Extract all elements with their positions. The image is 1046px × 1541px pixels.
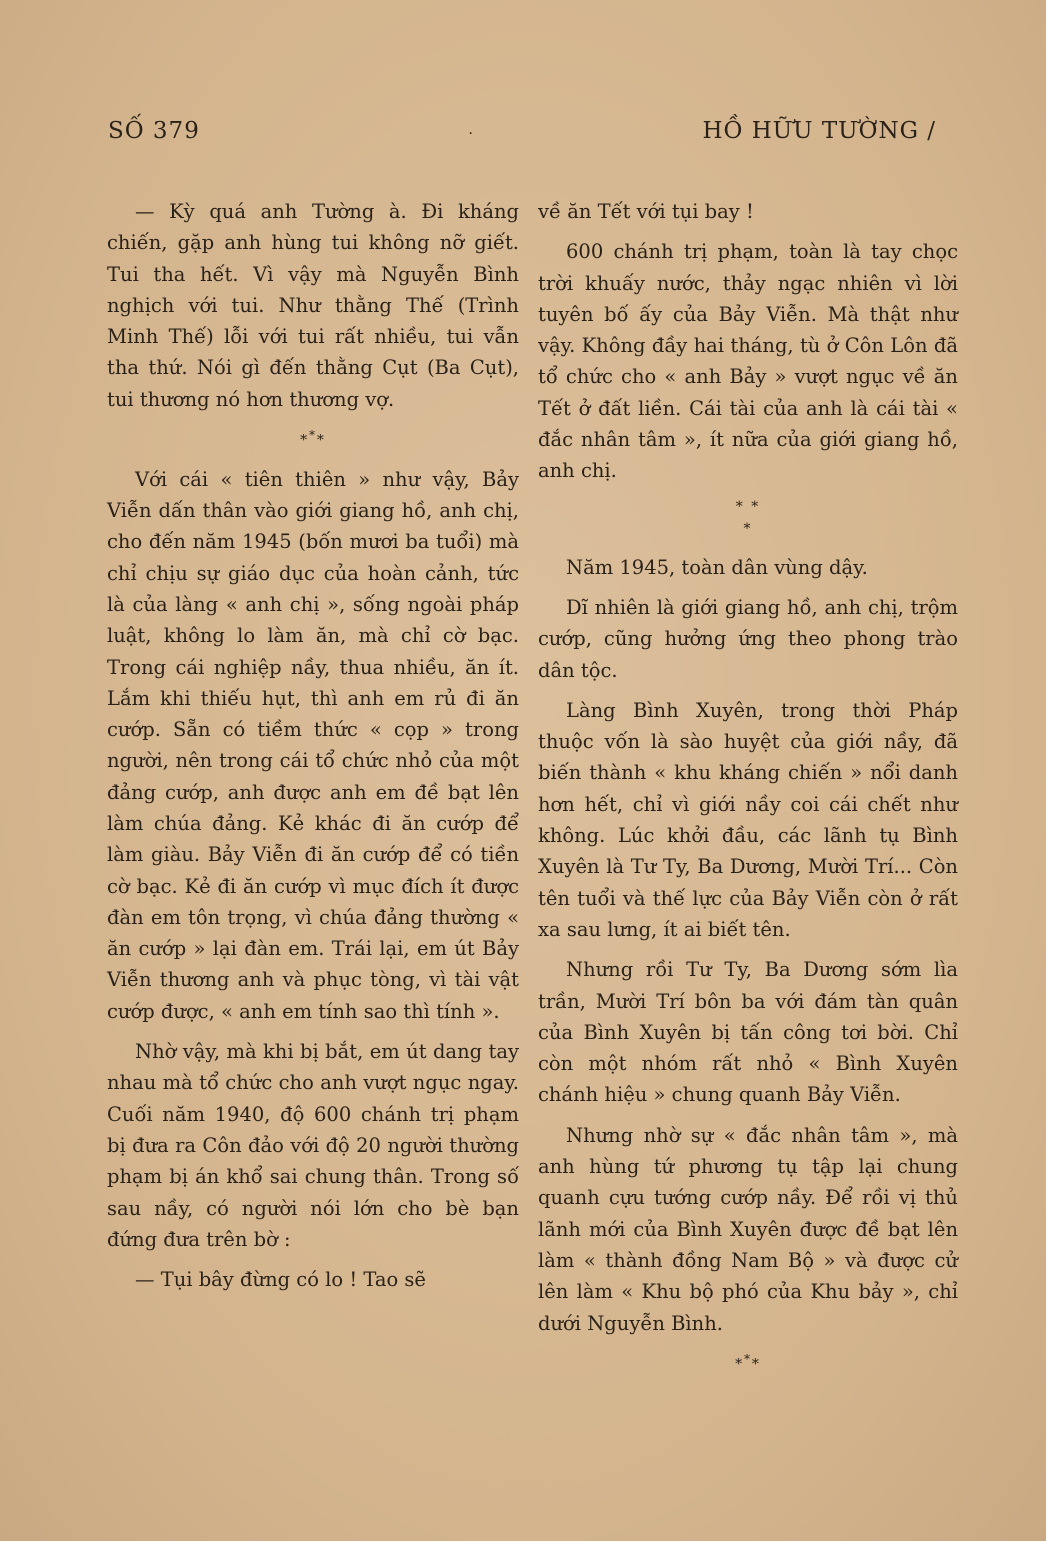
header-dot: ·: [468, 126, 474, 142]
section-separator: ***: [300, 428, 326, 449]
paragraph: Nhờ vậy, mà khi bị bắt, em út dang tay nhau mà tổ chức cho anh vượt ngục ngay. Cuối năm 1940, độ 600 chánh trị phạm bị đưa ra Côn đảo với độ 20 người thường phạm bị án khổ sai chung thân. Trong số sau nầy, có người nói lớn cho bè bạn đứng đưa trên bờ :: [107, 1040, 519, 1251]
paragraph: về ăn Tết với tụi bay !: [538, 200, 754, 223]
paragraph: Làng Bình Xuyên, trong thời Pháp thuộc vốn là sào huyệt của giới nầy, đã biến thành « khu kháng chiến » nổi danh hơn hết, chỉ vì giới nầy coi cái chết như không. Lúc khởi đầu, các lãnh tụ Bình Xuyên là Tư Ty, Ba Dương, Mười Trí... Còn tên tuổi và thế lực của Bảy Viễn còn ở rất xa sau lưng, ít ai biết tên.: [538, 698, 958, 941]
paragraph: Dĩ nhiên là giới giang hồ, anh chị, trộm cướp, cũng hưởng ứng theo phong trào dân tộc.: [538, 595, 958, 682]
paragraph: Năm 1945, toàn dân vùng dậy.: [566, 555, 868, 579]
paragraph: 600 chánh trị phạm, toàn là tay chọc trời khuấy nước, thảy ngạc nhiên vì lời tuyên bố ấy của Bảy Viễn. Mà thật như vậy. Không đầy hai tháng, tù ở Côn Lôn đã tổ chức cho « anh Bảy » vượt ngục về ăn Tết ở đất liền. Cái tài của anh là cái tài « đắc nhân tâm », ít nữa của giới giang hồ, anh chị.: [538, 240, 958, 483]
paragraph: — Kỳ quá anh Tường à. Đi kháng chiến, gặp anh hùng tui không nỡ giết. Tui tha hết. Vì vậy mà Nguyễn Bình nghịch với tui. Như thằng Thế (Trình Minh Thế) lỗi với tui rất nhiều, tui vẫn tha thứ. Nói gì đến thằng Cụt (Ba Cụt), tui thương nó hơn thương vợ.: [107, 200, 519, 411]
right-column: [538, 196, 958, 1387]
paragraph: Nhưng rồi Tư Ty, Ba Dương sớm lìa trần, Mười Trí bôn ba với đám tàn quân của Bình Xuyên bị tấn công tơi bời. Chỉ còn một nhóm rất nhỏ « Bình Xuyên chánh hiệu » chung quanh Bảy Viễn.: [538, 958, 958, 1107]
paragraph: Nhưng nhờ sự « đắc nhân tâm », mà anh hùng tứ phương tụ tập lại chung quanh cựu tướng cướp nầy. Để rồi vị thủ lãnh mới của Bình Xuyên được đề bạt lên làm « thành đồng Nam Bộ » và được cử lên làm « Khu bộ phó của Khu bảy », chỉ dưới Nguyễn Bình.: [538, 1123, 958, 1335]
paragraph: — Tụi bây đừng có lo ! Tao sẽ: [135, 1268, 426, 1292]
section-separator: ***: [735, 1351, 761, 1373]
section-separator: * * *: [735, 498, 761, 537]
left-column: [107, 196, 519, 1304]
page-header: [108, 118, 936, 144]
paragraph: Với cái « tiên thiên » như vậy, Bảy Viễn dấn thân vào giới giang hồ, anh chị, cho đến năm 1945 (bốn mươi ba tuổi) mà chỉ chịu sự giáo dục của hoàn cảnh, tức là của làng « anh chị », sống ngoài pháp luật, không lo làm ăn, mà chỉ cờ bạc. Trong cái nghiệp nầy, thua nhiều, ăn ít. Lắm khi thiếu hụt, thì anh em rủ đi ăn cướp. Sẵn có tiềm thức « cọp » trong người, nên trong cái tổ chức nhỏ của một đảng cướp, anh được anh em đề bạt lên làm chúa đảng. Kẻ khác đi ăn cướp để làm giàu. Bảy Viễn đi ăn cướp để có tiền cờ bạc. Kẻ đi ăn cướp vì mục đích ít được đàn em tôn trọng, vì chúa đảng thường « ăn cướp » lại đàn em. Trái lại, em út Bảy Viễn thương anh và phục tòng, vì tài vật cướp được, « anh em tính sao thì tính ».: [107, 467, 519, 1023]
issue-number: SỐ 379: [108, 118, 200, 144]
author-name: HỒ HỮU TƯỜNG /: [702, 118, 936, 144]
